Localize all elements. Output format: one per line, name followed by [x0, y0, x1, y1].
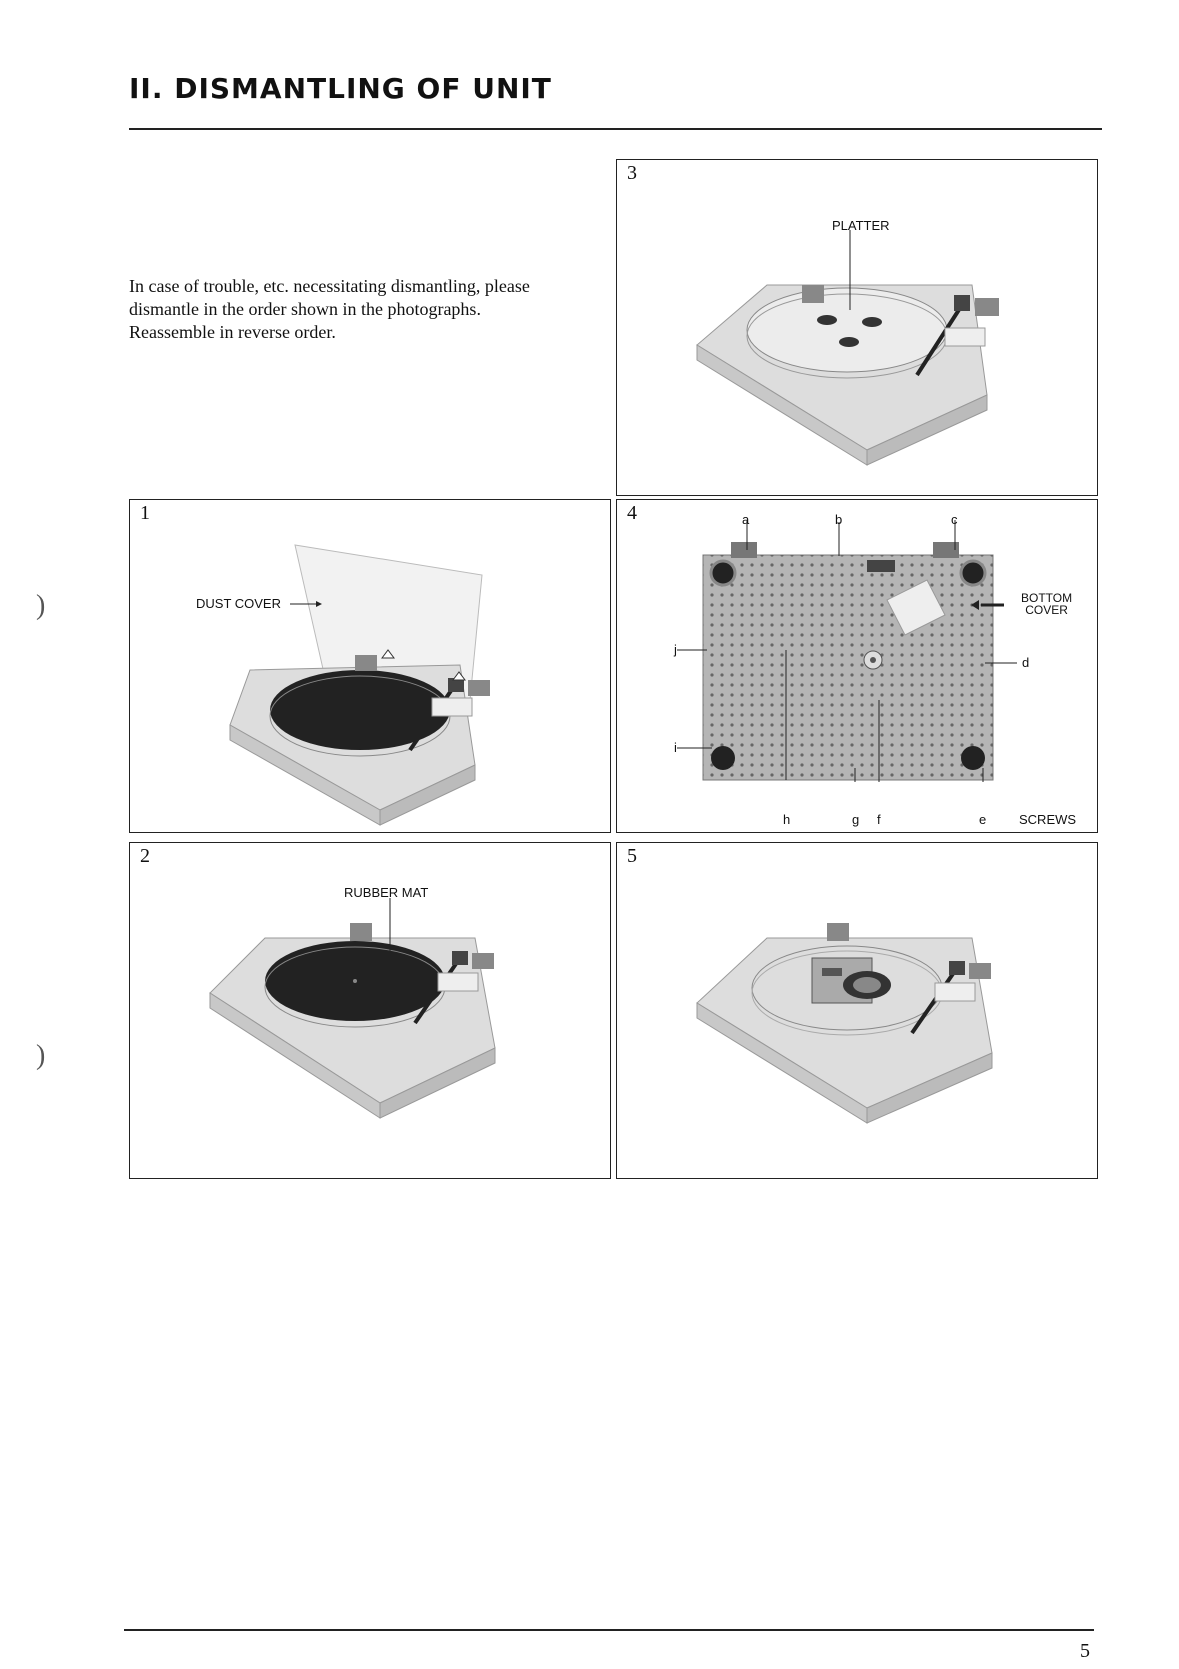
- bottom-rule: [124, 1629, 1094, 1631]
- label-d: d: [1022, 655, 1030, 670]
- margin-mark: ): [36, 590, 46, 621]
- page-number: 5: [1080, 1640, 1090, 1662]
- label-f: f: [877, 812, 881, 827]
- screws-label: SCREWS: [1019, 812, 1077, 827]
- label-g: g: [852, 812, 860, 827]
- turntable-platter-photo: [617, 160, 1098, 496]
- label-a: a: [742, 512, 750, 527]
- intro-line: Reassemble in reverse order.: [129, 322, 336, 342]
- figure-5: [616, 842, 1098, 1179]
- top-rule: [129, 128, 1102, 130]
- figure-number: 4: [627, 502, 637, 524]
- intro-text: [129, 275, 599, 344]
- rubber-mat-label: RUBBER MAT: [344, 885, 429, 900]
- figure-number: 3: [627, 162, 637, 184]
- platter-label: PLATTER: [832, 218, 890, 233]
- label-j: j: [674, 642, 677, 657]
- figure-number: 1: [140, 502, 150, 524]
- label-h: h: [783, 812, 791, 827]
- label-e: e: [979, 812, 987, 827]
- turntable-chassis-photo: [617, 843, 1098, 1179]
- intro-line: dismantle in the order shown in the photographs.: [129, 299, 481, 319]
- figure-2: [129, 842, 611, 1179]
- bottom-cover-line: COVER: [1025, 603, 1068, 617]
- figure-1: [129, 499, 611, 833]
- margin-mark: ): [36, 1040, 46, 1071]
- page-title: II. DISMANTLING OF UNIT: [129, 72, 552, 105]
- figure-number: 5: [627, 845, 637, 867]
- figure-3: [616, 159, 1098, 496]
- bottom-cover-line: BOTTOM: [1021, 591, 1073, 605]
- label-i: i: [674, 740, 677, 755]
- dust-cover-label: DUST COVER: [196, 596, 281, 611]
- label-c: c: [951, 512, 958, 527]
- intro-line: In case of trouble, etc. necessitating dismantling, please: [129, 276, 530, 296]
- figure-number: 2: [140, 845, 150, 867]
- figure-4: [616, 499, 1098, 833]
- turntable-dust-cover-photo: [130, 500, 611, 833]
- bottom-cover-label: [1021, 592, 1072, 616]
- label-b: b: [835, 512, 843, 527]
